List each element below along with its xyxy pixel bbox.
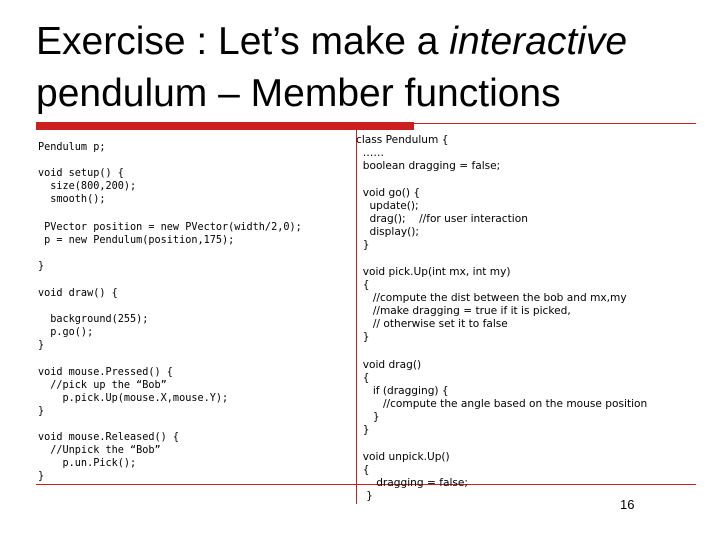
left-code-mouse-pressed: void mouse.Pressed() { //pick up the “Bob” p.pick.Up(mouse.X,mouse.Y); }	[38, 367, 229, 417]
left-code-setup: void setup() { size(800,200); smooth();	[38, 168, 137, 205]
slide-title	[36, 16, 696, 120]
right-code-go-method: void go() { update(); drag(); //for user interaction display(); }	[362, 187, 528, 251]
left-code-draw-body: background(255); p.go(); }	[38, 314, 149, 351]
top-divider-line	[414, 123, 696, 124]
title-line2: pendulum – Member functions	[36, 72, 561, 115]
left-code-mouse-released: void mouse.Released() { //Unpick the “Bob” p.un.Pick(); }	[38, 432, 180, 482]
right-code-pickup-method: void pick.Up(int mx, int my) { //compute the dist between the bob and mx,my //make dragging = true if it is picked, // otherwise set it to false }	[362, 266, 627, 343]
title-line1-prefix: Exercise : Let’s make a	[36, 20, 450, 63]
title-underline-bar	[36, 122, 414, 130]
left-code-pendulum-decl: Pendulum p;	[38, 142, 106, 153]
right-code-unpick-method: void unpick.Up() { dragging = false; }	[362, 451, 468, 502]
page-number: 16	[620, 497, 635, 512]
right-code-class-header: class Pendulum { …… boolean dragging = false;	[356, 134, 501, 172]
left-code-draw: void draw() {	[38, 288, 118, 299]
right-code-drag-method: void drag() { if (dragging) { //compute the angle based on the mouse position } }	[362, 359, 648, 436]
title-italic-word: interactive	[449, 20, 628, 63]
left-code-setup-close: }	[38, 261, 45, 272]
left-code-setup-body: PVector position = new PVector(width/2,0); p = new Pendulum(position,175);	[44, 222, 302, 246]
